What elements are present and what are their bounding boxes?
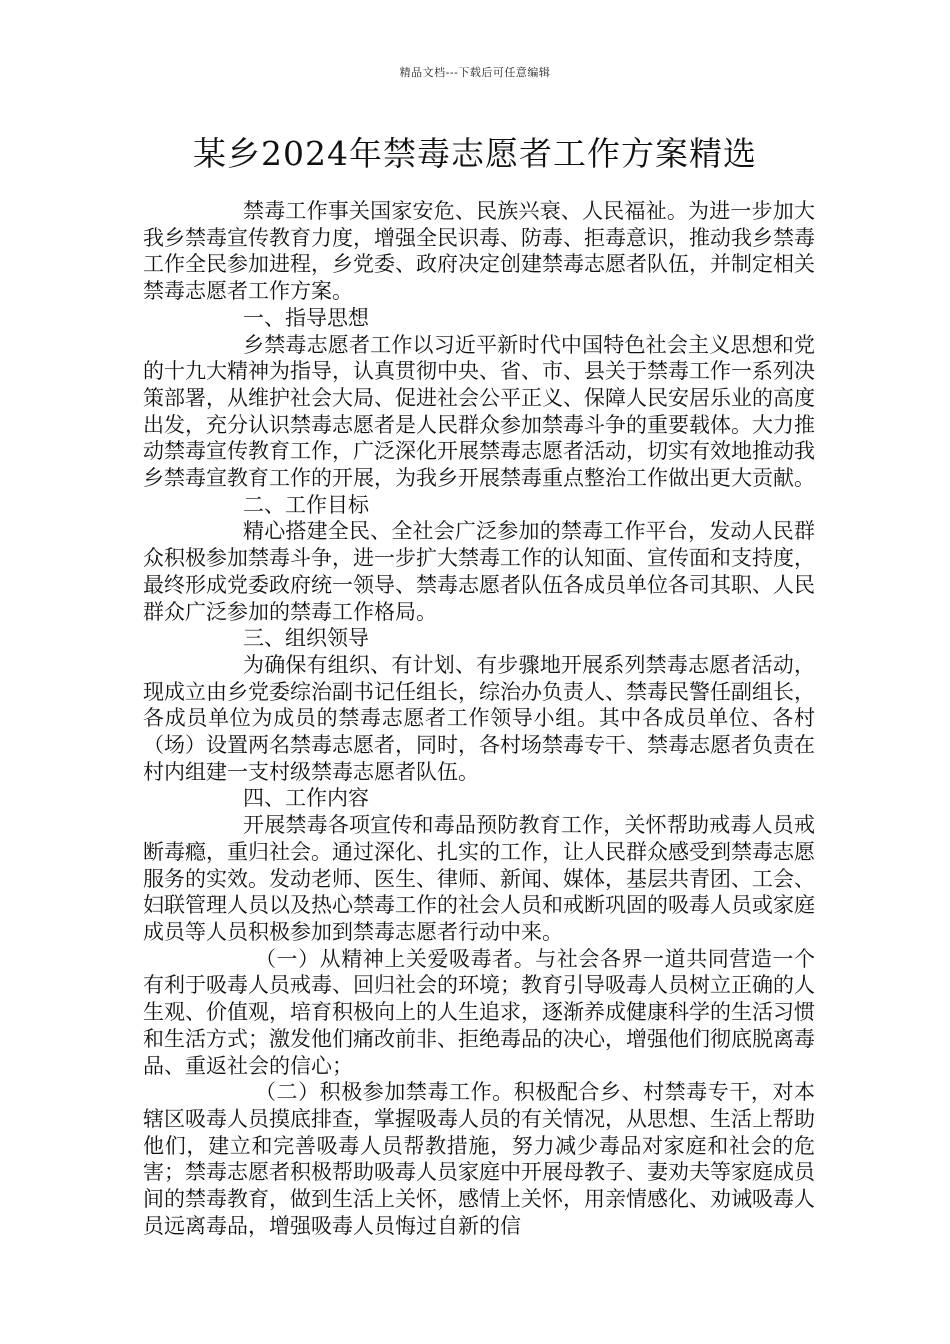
subitem-spiritual-care: （一）从精神上关爱吸毒者。与社会各界一道共同营造一个有利于吸毒人员戒毒、回归社会的环境；教育引导吸毒人员树立正确的人生观、价值观，培育积极向上的人生追求，逐渐养成健康科学的生活习惯和生活方式；激发他们痛改前非、拒绝毒品的决心，增强他们彻底脱离毒品、重返社会的信心； <box>143 946 815 1078</box>
page-header-note: 精品文档---下载后可任意编辑 <box>399 66 551 79</box>
intro-paragraph: 禁毒工作事关国家安危、民族兴衰、人民福祉。为进一步加大我乡禁毒宣传教育力度，增强全民识毒、防毒、拒毒意识，推动我乡禁毒工作全民参加进程，乡党委、政府决定创建禁毒志愿者队伍，并制定相关禁毒志愿者工作方案。 <box>143 199 815 304</box>
section-body-work-goals: 精心搭建全民、全社会广泛参加的禁毒工作平台，发动人民群众积极参加禁毒斗争，进一步扩大禁毒工作的认知面、宣传面和支持度，最终形成党委政府统一领导、禁毒志愿者队伍各成员单位各司其职、人民群众广泛参加的禁毒工作格局。 <box>143 519 815 624</box>
section-heading-guiding-ideology: 一、指导思想 <box>243 305 369 330</box>
subitem-participate-drug-control: （二）积极参加禁毒工作。积极配合乡、村禁毒专干，对本辖区吸毒人员摸底排查，掌握吸毒人员的有关情况，从思想、生活上帮助他们，建立和完善吸毒人员帮教措施，努力减少毒品对家庭和社会的危害；禁毒志愿者积极帮助吸毒人员家庭中开展母教子、妻劝夫等家庭成员间的禁毒教育，做到生活上关怀，感情上关怀，用亲情感化、劝诫吸毒人员远离毒品，增强吸毒人员悔过自新的信 <box>143 1080 815 1238</box>
document-title: 某乡2024年禁毒志愿者工作方案精选 <box>193 134 757 173</box>
section-heading-organization: 三、组织领导 <box>243 626 369 651</box>
section-heading-work-goals: 二、工作目标 <box>243 492 369 517</box>
document-body <box>143 198 815 1239</box>
section-heading-work-content: 四、工作内容 <box>243 786 369 811</box>
section-body-organization: 为确保有组织、有计划、有步骤地开展系列禁毒志愿者活动，现成立由乡党委综治副书记任组长，综治办负责人、禁毒民警任副组长，各成员单位为成员的禁毒志愿者工作领导小组。其中各成员单位、各村（场）设置两名禁毒志愿者，同时，各村场禁毒专干、禁毒志愿者负责在村内组建一支村级禁毒志愿者队伍。 <box>143 652 815 784</box>
section-body-work-content: 开展禁毒各项宣传和毒品预防教育工作，关怀帮助戒毒人员戒断毒瘾，重归社会。通过深化、扎实的工作，让人民群众感受到禁毒志愿服务的实效。发动老师、医生、律师、新闻、媒体，基层共青团、工会、妇联管理人员以及热心禁毒工作的社会人员和戒断巩固的吸毒人员或家庭成员等人员积极参加到禁毒志愿者行动中来。 <box>143 813 815 944</box>
section-body-guiding-ideology: 乡禁毒志愿者工作以习近平新时代中国特色社会主义思想和党的十九大精神为指导，认真贯彻中央、省、市、县关于禁毒工作一系列决策部署，从维护社会大局、促进社会公平正义、保障人民安居乐业的高度出发，充分认识禁毒志愿者是人民群众参加禁毒斗争的重要载体。大力推动禁毒宣传教育工作，广泛深化开展禁毒志愿者活动，切实有效地推动我乡禁毒宣教育工作的开展，为我乡开展禁毒重点整治工作做出更大贡献。 <box>143 332 815 491</box>
